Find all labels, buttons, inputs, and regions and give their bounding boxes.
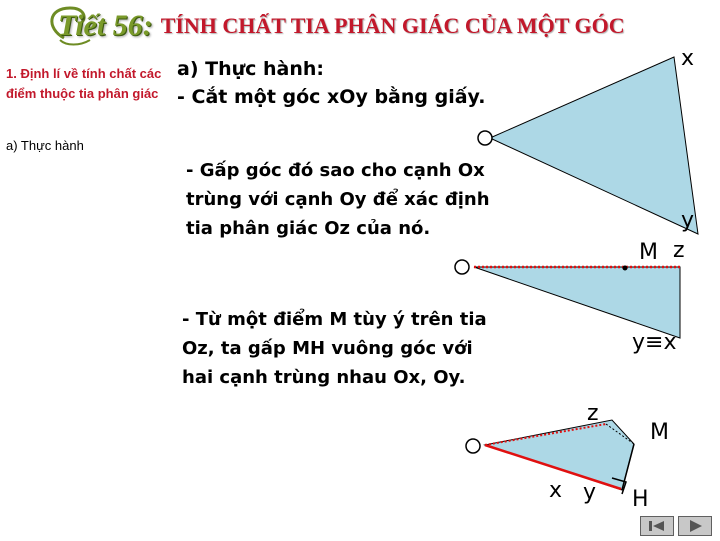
figure3-vertex-marker <box>466 439 480 453</box>
figure2-m-label: M <box>639 240 658 265</box>
figure3-h-label: H <box>632 487 649 512</box>
step-1-text: - Cắt một góc xOy bằng giấy. <box>177 86 486 108</box>
step-2-line-2: trùng với cạnh Oy để xác định <box>186 189 490 210</box>
skip-back-icon <box>640 516 674 536</box>
figure3-m-label: M <box>650 420 669 445</box>
figure3-x-label: x <box>549 478 563 503</box>
figure2-vertex-marker <box>455 260 469 274</box>
sidebar-heading: 1. Định lí về tính chất các điểm thuộc tia phân giác <box>6 66 162 101</box>
figure3-y-label: y <box>583 480 597 505</box>
lesson-number: Tiết 56: <box>58 9 153 42</box>
step-3-line-2: Oz, ta gấp MH vuông góc với <box>182 338 473 359</box>
figure2-point-m <box>623 266 628 271</box>
figure2-z-label: z <box>673 238 685 263</box>
step-3-line-1: - Từ một điểm M tùy ý trên tia <box>182 309 487 330</box>
next-slide-button[interactable] <box>678 516 712 536</box>
lesson-title: TÍNH CHẤT TIA PHÂN GIÁC CỦA MỘT GÓC <box>160 13 625 38</box>
figure1-y-label: y <box>681 208 695 233</box>
figure1-vertex-marker <box>478 131 492 145</box>
figure3-z-label: z <box>587 401 599 426</box>
figure2-folded-paper <box>474 267 680 338</box>
prev-slide-button[interactable] <box>640 516 674 536</box>
sidebar-subheading: a) Thực hành <box>6 138 84 153</box>
figure1-x-label: x <box>681 46 695 71</box>
figure2-yx-label: y≡x <box>632 330 677 355</box>
figure1-angle-paper <box>490 57 698 234</box>
section-title: a) Thực hành: <box>177 58 325 80</box>
step-2-line-1: - Gấp góc đó sao cho cạnh Ox <box>186 160 485 181</box>
play-next-icon <box>678 516 712 536</box>
step-2-line-3: tia phân giác Oz của nó. <box>186 218 431 239</box>
step-3-line-3: hai cạnh trùng nhau Ox, Oy. <box>182 367 466 388</box>
